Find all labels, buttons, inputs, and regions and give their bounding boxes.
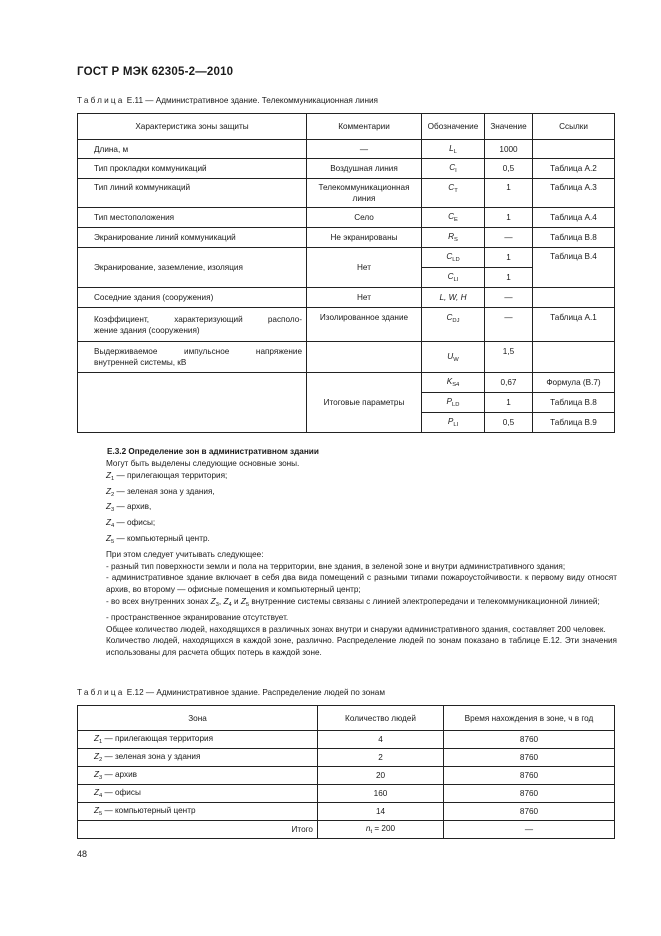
table-row: $Z_1$ — прилегающая территория 4 8760 bbox=[78, 731, 615, 749]
table-row: $C_{LI}$ 1 bbox=[78, 268, 615, 288]
table-row: Тип линий коммуникаций Телекоммуникационная линия $C_T$ 1 Таблица А.3 bbox=[78, 179, 615, 208]
col-header: Количество людей bbox=[318, 706, 444, 731]
consider-text: При этом следует учитывать следующее: bbox=[106, 549, 264, 559]
bullet-item: - во всех внутренних зонах $Z_3$, $Z_4$ и $Z_5$ внутренние системы связаны с линией электропередачи и телекоммуникационной линией; bbox=[106, 596, 600, 608]
intro-text: Могут быть выделены следующие основные зоны. bbox=[106, 459, 300, 468]
table-row: $Z_5$ — компьютерный центр 14 8760 bbox=[78, 803, 615, 821]
paragraph: Количество людей, находящихся в каждой зоне, различно. Распределение людей по зонам показано в таблице Е.12. Эти значения использованы для расчета общих потерь в каждой зоне. bbox=[106, 636, 617, 658]
col-header: Значение bbox=[485, 114, 533, 140]
table-row: Экранирование линий коммуникаций Не экранированы $R_S$ — Таблица В.8 bbox=[78, 228, 615, 248]
paragraph: Общее количество людей, находящихся в различных зонах внутри и снаружи административного здания, составляет 200 человек. bbox=[106, 624, 606, 634]
col-header: Обозначение bbox=[422, 114, 485, 140]
standard-title: ГОСТ Р МЭК 62305-2—2010 bbox=[77, 66, 234, 78]
page-number: 48 bbox=[77, 849, 88, 859]
bullet-item: - административное здание включает в себя два вида помещений с разными типами пожароустойчивости. к первому виду относят архив, во второму — офисные помещения и компьютерный центр; bbox=[106, 573, 617, 595]
col-header: Ссылки bbox=[533, 114, 615, 140]
table-row-total: Итого $n_t = 200$ — bbox=[78, 821, 615, 839]
zone-item: $Z_5$ — компьютерный центр. bbox=[106, 533, 210, 545]
bullet-item: - пространственное экранирование отсутствует. bbox=[106, 612, 289, 622]
table-row: $Z_4$ — офисы 160 8760 bbox=[78, 785, 615, 803]
col-header: Зона bbox=[78, 706, 318, 731]
zone-item: $Z_3$ — архив, bbox=[106, 502, 152, 514]
table-row: Выдерживаемое импульсное напряжение внутренней системы, кВ $U_W$ 1,5 bbox=[78, 342, 615, 373]
table-e11 bbox=[77, 113, 615, 433]
table-row: Тип местоположения Село $C_E$ 1 Таблица А.4 bbox=[78, 208, 615, 228]
table-row: Длина, м — $L_L$ 1000 bbox=[78, 140, 615, 159]
table-row: $P_{LD}$ 1 Таблица В.8 bbox=[78, 393, 615, 413]
col-header: Время нахождения в зоне, ч в год bbox=[444, 706, 615, 731]
table-row: $Z_2$ — зеленая зона у здания 2 8760 bbox=[78, 749, 615, 767]
table-e11-caption: Таблица E.11 — Административное здание. Телекоммуникационная линия bbox=[77, 96, 378, 105]
zone-item: $Z_4$ — офисы; bbox=[106, 518, 156, 530]
table-row: Тип прокладки коммуникаций Воздушная линия $C_I$ 0,5 Таблица А.2 bbox=[78, 159, 615, 179]
col-header: Характеристика зоны защиты bbox=[78, 114, 307, 140]
zone-item: $Z_1$ — прилегающая территория; bbox=[106, 470, 228, 482]
table-row: Коэффициент, характеризующий располо- жение здания (сооружения) Изолированное здание $C_{DJ}$ — Таблица А.1 bbox=[78, 308, 615, 342]
zone-item: $Z_2$ — зеленая зона у здания, bbox=[106, 486, 215, 498]
table-e12-caption: Таблица E.12 — Административное здание. Распределение людей по зонам bbox=[77, 688, 385, 697]
section-heading: E.3.2 Определение зон в административном здании bbox=[107, 447, 319, 456]
bullet-item: - разный тип поверхности земли и пола на территории, вне здания, в зеленой зоне и внутри административного здания; bbox=[106, 561, 566, 571]
table-row: Итоговые параметры $K_{S4}$ 0,67 Формула (В.7) bbox=[78, 373, 615, 393]
section-body bbox=[77, 458, 617, 659]
table-e12 bbox=[77, 705, 615, 839]
table-row: Экранирование, заземление, изоляция Нет $C_{LD}$ 1 Таблица В.4 bbox=[78, 248, 615, 268]
table-row: $P_{LI}$ 0,5 Таблица В.9 bbox=[78, 413, 615, 433]
table-row: $Z_3$ — архив 20 8760 bbox=[78, 767, 615, 785]
col-header: Комментарии bbox=[307, 114, 422, 140]
table-row: Соседние здания (сооружения) Нет L, W, H — bbox=[78, 288, 615, 308]
